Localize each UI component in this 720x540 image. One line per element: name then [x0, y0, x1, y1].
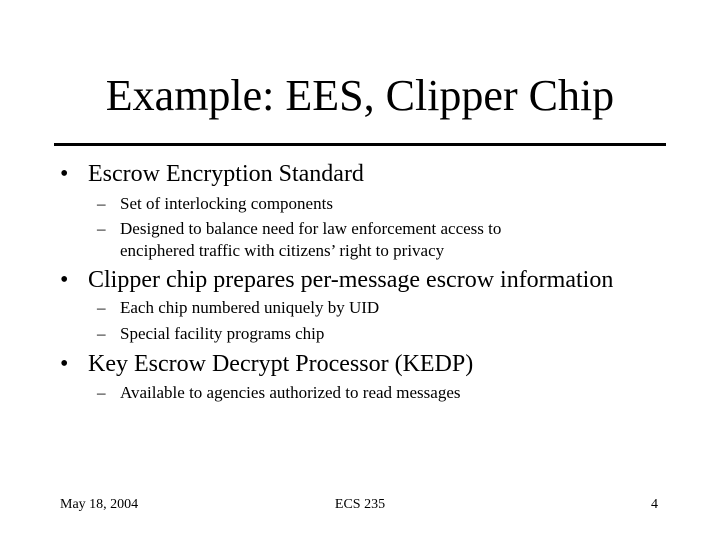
sub-bullet-marker: – [97, 194, 106, 213]
bullet-marker: • [60, 351, 69, 377]
sub-bullet-marker: – [97, 298, 106, 317]
sub-bullet-marker: – [97, 324, 106, 343]
sub-bullet-text: Special facility programs chip [120, 324, 325, 343]
bullet-text: Escrow Encryption Standard [88, 161, 364, 187]
bullet-text: Clipper chip prepares per-message escrow information [88, 267, 614, 293]
sub-bullet-text: Set of interlocking components [120, 194, 333, 213]
footer-page-number: 4 [651, 497, 658, 512]
sub-bullet-text-line-2: enciphered traffic with citizens’ right to privacy [120, 241, 445, 260]
bullet-text: Key Escrow Decrypt Processor (KEDP) [88, 351, 474, 377]
sub-bullet-marker: – [97, 383, 106, 402]
sub-bullet-text-line-1: Designed to balance need for law enforcement access to [120, 219, 502, 238]
footer-course: ECS 235 [334, 497, 386, 512]
footer-date: May 18, 2004 [60, 497, 139, 512]
sub-bullet-marker: – [97, 219, 106, 238]
title-divider [54, 143, 666, 146]
sub-bullet-text: Each chip numbered uniquely by UID [120, 298, 380, 317]
slide-title: Example: EES, Clipper Chip [105, 71, 615, 120]
bullet-marker: • [60, 161, 69, 187]
bullet-marker: • [60, 267, 69, 293]
sub-bullet-text: Available to agencies authorized to read messages [120, 383, 461, 402]
